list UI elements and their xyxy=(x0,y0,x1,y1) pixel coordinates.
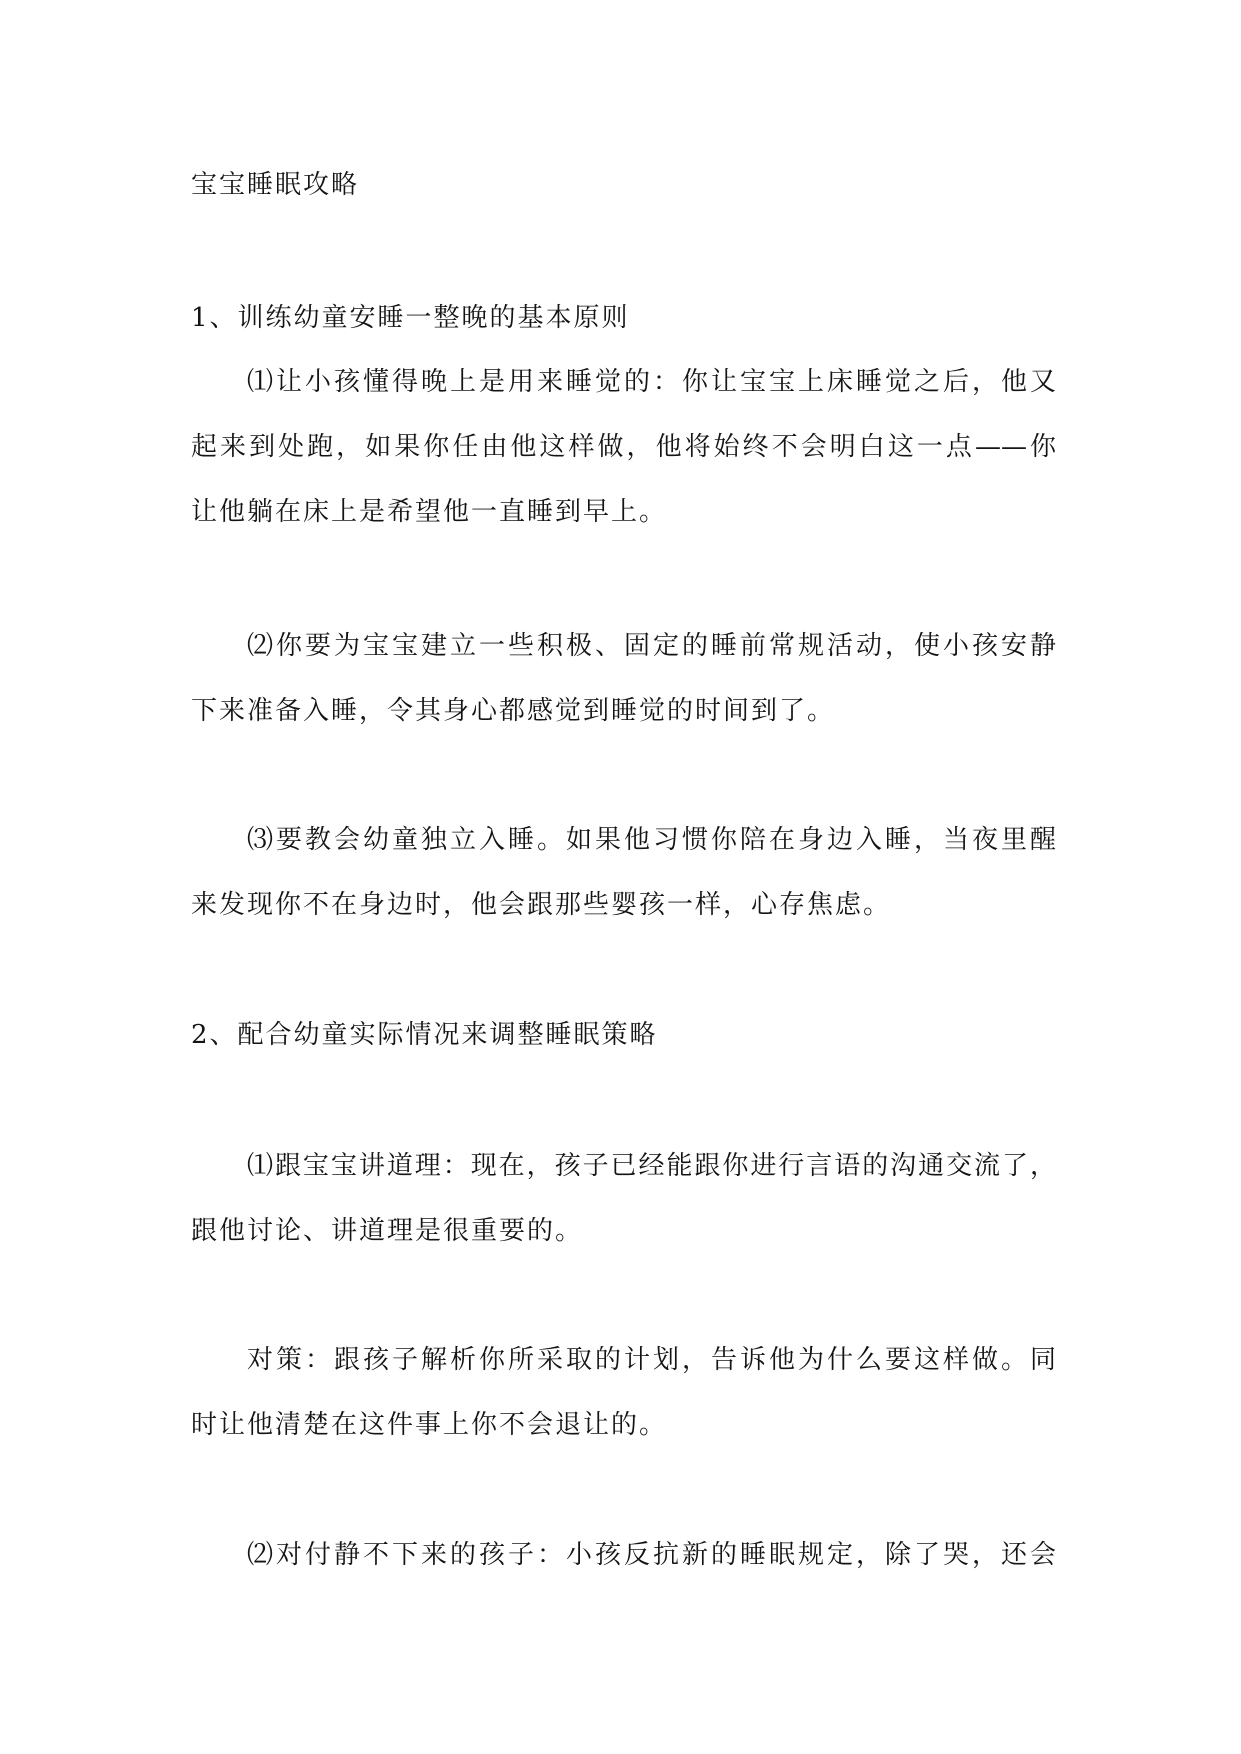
paragraph-line: 起来到处跑，如果你任由他这样做，他将始终不会明白这一点——你 xyxy=(191,432,1056,462)
paragraph-line: ⑴跟宝宝讲道理：现在，孩子已经能跟你进行言语的沟通交流了， xyxy=(247,1151,1056,1181)
paragraph-line: ⑴让小孩懂得晚上是用来睡觉的：你让宝宝上床睡觉之后，他又 xyxy=(247,367,1056,397)
section-heading xyxy=(191,1003,1056,1068)
paragraph-line: ⑵对付静不下来的孩子：小孩反抗新的睡眠规定，除了哭，还会 xyxy=(247,1540,1056,1570)
paragraph xyxy=(191,614,1056,744)
paragraph-line: 让他躺在床上是希望他一直睡到早上。 xyxy=(191,497,668,527)
paragraph xyxy=(191,808,1056,938)
paragraph-line: ⑵你要为宝宝建立一些积极、固定的睡前常规活动，使小孩安静 xyxy=(247,631,1056,661)
section-heading-text: 1、训练幼童安睡一整晚的基本原则 xyxy=(191,303,630,333)
document-title xyxy=(191,153,1056,218)
section-heading-text: 2、配合幼童实际情况来调整睡眠策略 xyxy=(191,1020,658,1050)
paragraph xyxy=(191,350,1056,545)
title-text: 宝宝睡眠攻略 xyxy=(191,170,360,200)
paragraph-line: ⑶要教会幼童独立入睡。如果他习惯你陪在身边入睡，当夜里醒 xyxy=(247,825,1056,855)
section-heading xyxy=(191,286,1056,351)
paragraph xyxy=(191,1523,1056,1588)
paragraph xyxy=(191,1328,1056,1458)
paragraph-line: 时让他清楚在这件事上你不会退让的。 xyxy=(191,1410,668,1440)
paragraph xyxy=(191,1134,1056,1264)
paragraph-line: 对策：跟孩子解析你所采取的计划，告诉他为什么要这样做。同 xyxy=(247,1345,1056,1375)
paragraph-line: 跟他讨论、讲道理是很重要的。 xyxy=(191,1216,584,1246)
paragraph-line: 来发现你不在身边时，他会跟那些婴孩一样，心存焦虑。 xyxy=(191,890,892,920)
paragraph-line: 下来准备入睡，令其身心都感觉到睡觉的时间到了。 xyxy=(191,696,836,726)
